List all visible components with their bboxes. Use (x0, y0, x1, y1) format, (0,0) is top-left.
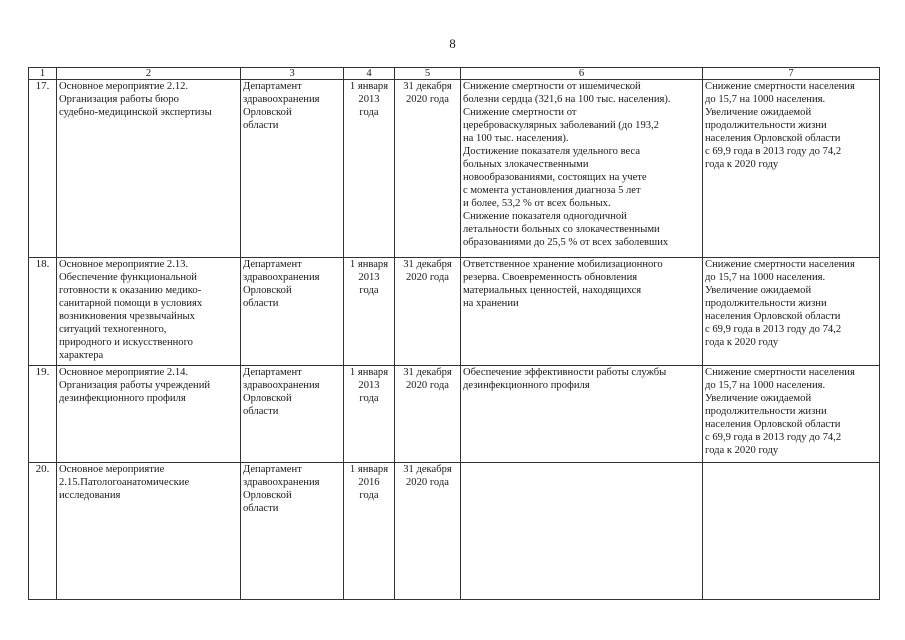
column-number-header: 3 (241, 68, 344, 80)
end-date-text: 31 декабря 2020 года (403, 367, 452, 391)
event-text: Основное мероприятие 2.13. Обеспечение функциональной готовности к оказанию медико- санитарной помощи в условиях возникновения чрезвычайных ситуаций техногенного, природного и искусственного характера (59, 259, 203, 361)
column-number-header: 6 (461, 68, 703, 80)
column-number-header: 5 (395, 68, 461, 80)
start-date-cell (344, 463, 395, 600)
start-date-cell (344, 258, 395, 366)
indicators-text: Снижение смертности населения до 15,7 на 1000 населения. Увеличение ожидаемой продолжительности жизни населения Орловской области с 69,9 года в 2013 году до 74,2 года к 2020 году (705, 259, 855, 348)
column-number-header: 2 (57, 68, 241, 80)
column-number-header: 4 (344, 68, 395, 80)
executor-cell (241, 463, 344, 600)
start-date-text: 1 января 2013 года (349, 81, 389, 118)
indicators-cell (703, 258, 880, 366)
result-text: Снижение смертности от ишемической болезни сердца (321,6 на 100 тыс. населения). Снижение смертности от цереброваскулярных заболеваний (до 193,2 на 100 тыс. населения). Достижение показателя удельного веса больных злокачественными новообразованиями, состоящих на учете с момента установления диагноза 5 лет и более, 53,2 % от всех больных. Снижение показателя одногодичной летальности больных со злокачественными образованиями до 25,5 % от всех заболевших (463, 81, 671, 248)
indicators-cell (703, 80, 880, 258)
end-date-text: 31 декабря 2020 года (403, 259, 452, 283)
event-cell (57, 366, 241, 463)
column-number-header: 7 (703, 68, 880, 80)
result-cell (461, 366, 703, 463)
table-row (29, 366, 880, 463)
row-number: 18. (29, 258, 57, 366)
table-row (29, 258, 880, 366)
executor-text: Департамент здравоохранения Орловской области (243, 81, 320, 131)
row-number: 19. (29, 366, 57, 463)
event-text: Основное мероприятие 2.12. Организация работы бюро судебно-медицинской экспертизы (59, 81, 212, 118)
event-text: Основное мероприятие 2.15.Патологоанатомические исследования (59, 464, 190, 501)
event-text: Основное мероприятие 2.14. Организация работы учреждений дезинфекционного профиля (59, 367, 211, 404)
event-cell (57, 463, 241, 600)
start-date-text: 1 января 2013 года (349, 367, 389, 404)
row-number: 20. (29, 463, 57, 600)
program-events-table (28, 67, 880, 600)
event-cell (57, 80, 241, 258)
end-date-cell (395, 258, 461, 366)
indicators-cell (703, 463, 880, 600)
indicators-text: Снижение смертности населения до 15,7 на 1000 населения. Увеличение ожидаемой продолжительности жизни населения Орловской области с 69,9 года в 2013 году до 74,2 года к 2020 году (705, 81, 855, 170)
executor-text: Департамент здравоохранения Орловской области (243, 367, 320, 417)
row-number: 17. (29, 80, 57, 258)
indicators-cell (703, 366, 880, 463)
end-date-text: 31 декабря 2020 года (403, 81, 452, 105)
result-cell (461, 463, 703, 600)
executor-text: Департамент здравоохранения Орловской области (243, 464, 320, 514)
start-date-cell (344, 80, 395, 258)
end-date-cell (395, 366, 461, 463)
executor-cell (241, 366, 344, 463)
column-number-row (29, 68, 880, 80)
end-date-text: 31 декабря 2020 года (403, 464, 452, 488)
column-number-header: 1 (29, 68, 57, 80)
table-row (29, 463, 880, 600)
executor-cell (241, 80, 344, 258)
event-cell (57, 258, 241, 366)
executor-cell (241, 258, 344, 366)
page-number: 8 (449, 36, 456, 51)
indicators-text: Снижение смертности населения до 15,7 на 1000 населения. Увеличение ожидаемой продолжительности жизни населения Орловской области с 69,9 года в 2013 году до 74,2 года к 2020 году (705, 367, 855, 456)
table-row (29, 80, 880, 258)
result-text: Ответственное хранение мобилизационного резерва. Своевременность обновления материальных ценностей, находящихся на хранении (463, 259, 663, 309)
end-date-cell (395, 463, 461, 600)
result-text: Обеспечение эффективности работы службы дезинфекционного профиля (463, 367, 667, 391)
result-cell (461, 258, 703, 366)
start-date-text: 1 января 2013 года (349, 259, 389, 296)
executor-text: Департамент здравоохранения Орловской области (243, 259, 320, 309)
result-cell (461, 80, 703, 258)
start-date-text: 1 января 2016 года (349, 464, 389, 501)
start-date-cell (344, 366, 395, 463)
end-date-cell (395, 80, 461, 258)
